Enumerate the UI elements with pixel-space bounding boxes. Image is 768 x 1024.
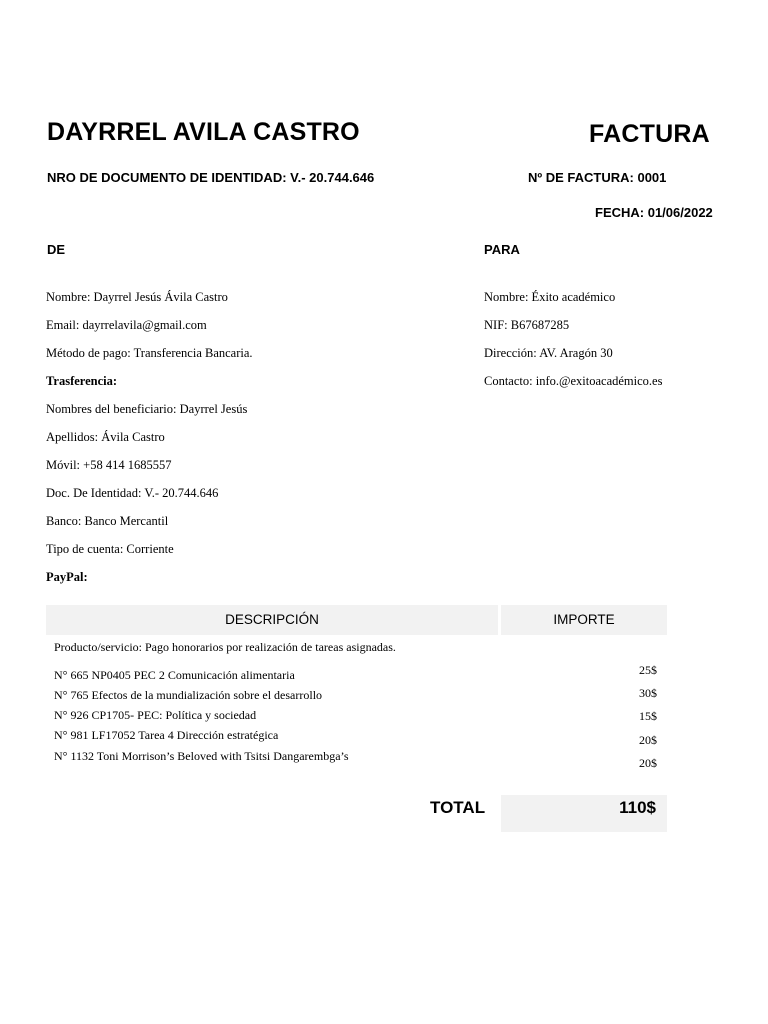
invoice-number: Nº DE FACTURA: 0001 [528,170,667,185]
column-header-description: DESCRIPCIÓN [46,605,498,635]
invoice-title: FACTURA [589,120,710,148]
account-type: Tipo de cuenta: Corriente [46,542,174,556]
line-item-description: N° 981 LF17052 Tarea 4 Dirección estratégica [54,728,279,742]
identity-document: Doc. De Identidad: V.- 20.744.646 [46,486,219,500]
total-label: TOTAL [430,798,486,817]
from-name: Nombre: Dayrrel Jesús Ávila Castro [46,290,228,304]
issuer-id-line: NRO DE DOCUMENTO DE IDENTIDAD: V.- 20.744.646 [47,170,375,185]
line-item-amount: 20$ [639,733,657,747]
from-heading: DE [47,242,66,257]
to-name: Nombre: Éxito académico [484,290,616,304]
line-item-amount: 25$ [639,663,657,677]
line-item-amount: 20$ [639,756,657,770]
beneficiary-surnames: Apellidos: Ávila Castro [46,430,165,444]
to-heading: PARA [484,242,520,257]
line-item-description: N° 926 CP1705- PEC: Política y sociedad [54,708,257,722]
paypal-heading: PayPal: [46,570,88,584]
mobile-number: Móvil: +58 414 1685557 [46,458,172,472]
from-email: Email: dayrrelavila@gmail.com [46,318,207,332]
transfer-heading: Trasferencia: [46,374,118,388]
line-item-amount: 30$ [639,686,657,700]
to-contact: Contacto: info.@exitoacadémico.es [484,374,663,388]
table-intro: Producto/servicio: Pago honorarios por realización de tareas asignadas. [54,640,396,654]
to-nif: NIF: B67687285 [484,318,570,332]
line-item-amount: 15$ [639,709,657,723]
bank-name: Banco: Banco Mercantil [46,514,169,528]
invoice-date: FECHA: 01/06/2022 [595,205,713,220]
column-header-amount: IMPORTE [501,605,667,635]
to-address: Dirección: AV. Aragón 30 [484,346,613,360]
issuer-name: DAYRREL AVILA CASTRO [47,118,360,146]
total-value: 110$ [619,798,656,817]
line-item-description: N° 665 NP0405 PEC 2 Comunicación alimentaria [54,668,295,682]
beneficiary-names: Nombres del beneficiario: Dayrrel Jesús [46,402,248,416]
line-item-description: N° 1132 Toni Morrison’s Beloved with Tsitsi Dangarembga’s [54,749,349,763]
from-payment-method: Método de pago: Transferencia Bancaria. [46,346,253,360]
line-item-description: N° 765 Efectos de la mundialización sobre el desarrollo [54,688,323,702]
